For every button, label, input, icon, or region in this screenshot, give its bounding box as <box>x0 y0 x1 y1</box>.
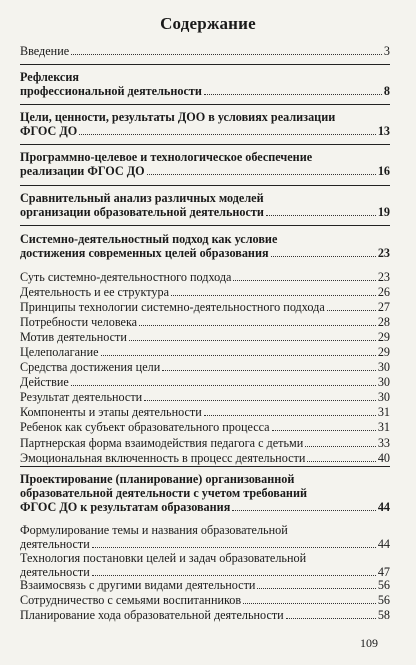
toc-page-number: 23 <box>377 270 390 284</box>
toc-page-number: 44 <box>377 500 390 514</box>
dot-leader <box>232 509 376 511</box>
toc-entry-text: Рефлексия <box>20 70 79 84</box>
dot-leader <box>71 384 376 386</box>
toc-page-number: 29 <box>377 345 390 359</box>
toc-entry[interactable] <box>20 345 390 359</box>
toc-entry-text: Партнерская форма взаимодействия педагога с детьми <box>20 436 304 450</box>
dot-leader <box>147 173 376 175</box>
toc-entry[interactable] <box>20 420 390 434</box>
section-divider <box>20 466 390 467</box>
dot-leader <box>79 133 376 135</box>
section-divider <box>20 104 390 105</box>
toc-page-number: 40 <box>377 451 390 465</box>
section-divider <box>20 185 390 186</box>
dot-leader <box>307 460 375 462</box>
toc-entry[interactable] <box>20 523 390 551</box>
toc-entry[interactable] <box>20 578 390 592</box>
dot-leader <box>327 309 376 311</box>
dot-leader <box>286 617 376 619</box>
toc-page-number: 13 <box>377 124 390 138</box>
toc-page-number: 58 <box>377 608 390 622</box>
toc-page-number: 31 <box>377 405 390 419</box>
toc-entry-text: Средства достижения цели <box>20 360 161 374</box>
toc-entry-text: Целеполагание <box>20 345 99 359</box>
toc-page-number: 27 <box>377 300 390 314</box>
toc-section-entry[interactable] <box>20 70 390 98</box>
toc-entry-text: реализации ФГОС ДО <box>20 164 145 178</box>
toc-entry-text: Эмоциональная включенность в процесс деятельности <box>20 451 306 465</box>
toc-page-number: 16 <box>377 164 390 178</box>
dot-leader <box>92 574 376 576</box>
page-title: Содержание <box>160 14 256 33</box>
toc-entry[interactable] <box>20 405 390 419</box>
toc-page-number: 29 <box>377 330 390 344</box>
toc-section-entry[interactable] <box>20 150 390 178</box>
toc-entry[interactable] <box>20 285 390 299</box>
toc-page-number: 30 <box>377 390 390 404</box>
toc-entry-text: ФГОС ДО <box>20 124 78 138</box>
section-divider <box>20 64 390 65</box>
section-divider <box>20 144 390 145</box>
toc-entry[interactable] <box>20 451 390 465</box>
toc-page-number: 44 <box>377 537 390 551</box>
section-divider <box>20 225 390 226</box>
dot-leader <box>139 324 376 326</box>
toc-entry-text: Системно-деятельностный подход как условие <box>20 232 278 246</box>
toc-entry-text: Формулирование темы и названия образовательной <box>20 523 288 537</box>
dot-leader <box>233 279 375 281</box>
toc-entry-text: Суть системно-деятельностного подхода <box>20 270 232 284</box>
toc-page-number: 3 <box>383 44 390 58</box>
dot-leader <box>204 414 376 416</box>
dot-leader <box>129 339 376 341</box>
toc-entry-text: профессиональной деятельности <box>20 84 202 98</box>
dot-leader <box>92 546 376 548</box>
toc-entry-text: деятельности <box>20 565 90 579</box>
toc-page-number: 30 <box>377 375 390 389</box>
toc-entry-text: Планирование хода образовательной деятельности <box>20 608 284 622</box>
toc-section-entry[interactable] <box>20 232 390 260</box>
toc-entry[interactable] <box>20 390 390 404</box>
dot-leader <box>243 602 376 604</box>
toc-page-number: 31 <box>377 420 390 434</box>
toc-entry-text: Принципы технологии системно-деятельностного подхода <box>20 300 325 314</box>
toc-entry[interactable] <box>20 315 390 329</box>
dot-leader <box>305 445 376 447</box>
toc-page-number: 23 <box>377 246 390 260</box>
toc-entry-text: Компоненты и этапы деятельности <box>20 405 202 419</box>
toc-page-number: 56 <box>377 593 390 607</box>
toc-entry[interactable] <box>20 300 390 314</box>
dot-leader <box>144 399 376 401</box>
toc-entry[interactable] <box>20 436 390 450</box>
dot-leader <box>271 255 376 257</box>
toc-entry-text: организации образовательной деятельности <box>20 205 264 219</box>
toc-entry-text: Программно-целевое и технологическое обеспечение <box>20 150 313 164</box>
dot-leader <box>257 587 375 589</box>
toc-entry-text: Взаимосвязь с другими видами деятельности <box>20 578 256 592</box>
toc-entry[interactable] <box>20 593 390 607</box>
dot-leader <box>171 294 376 296</box>
toc-entry-text: Результат деятельности <box>20 390 143 404</box>
toc-entry-text: Технология постановки целей и задач образовательной <box>20 551 307 565</box>
page-number: 109 <box>360 636 378 650</box>
toc-page-number: 56 <box>377 578 390 592</box>
toc-entry[interactable] <box>20 330 390 344</box>
dot-leader <box>101 354 376 356</box>
toc-entry[interactable] <box>20 551 390 579</box>
toc-entry[interactable] <box>20 360 390 374</box>
toc-entry-text: Ребенок как субъект образовательного процесса <box>20 420 270 434</box>
dot-leader <box>204 93 382 95</box>
dot-leader <box>162 369 376 371</box>
dot-leader <box>71 53 382 55</box>
toc-entry-text: ФГОС ДО к результатам образования <box>20 500 231 514</box>
toc-entry[interactable] <box>20 608 390 622</box>
toc-page-number: 47 <box>377 565 390 579</box>
dot-leader <box>266 214 376 216</box>
toc-entry-text: Введение <box>20 44 70 58</box>
toc-entry[interactable] <box>20 270 390 284</box>
toc-page-number: 28 <box>377 315 390 329</box>
toc-entry-text: достижения современных целей образования <box>20 246 269 260</box>
toc-entry-text: деятельности <box>20 537 90 551</box>
toc-entry-text: Сравнительный анализ различных моделей <box>20 191 264 205</box>
toc-entry-text: Проектирование (планирование) организованной <box>20 472 295 486</box>
toc-entry-text: Мотив деятельности <box>20 330 127 344</box>
toc-page-number: 26 <box>377 285 390 299</box>
toc-page-number: 33 <box>377 436 390 450</box>
toc-page-number: 19 <box>377 205 390 219</box>
toc-section-entry[interactable] <box>20 110 390 138</box>
toc-entry[interactable] <box>20 375 390 389</box>
toc-section-entry[interactable] <box>20 472 390 514</box>
toc-entry-text: Сотрудничество с семьями воспитанников <box>20 593 242 607</box>
toc-entry-text: Деятельность и ее структура <box>20 285 169 299</box>
toc-page-number: 30 <box>377 360 390 374</box>
toc-entry-text: Действие <box>20 375 69 389</box>
toc-entry[interactable] <box>20 44 390 58</box>
dot-leader <box>272 429 376 431</box>
toc-page-number: 8 <box>383 84 390 98</box>
toc-entry-text: Потребности человека <box>20 315 138 329</box>
toc-entry-text: Цели, ценности, результаты ДОО в условиях реализации <box>20 110 336 124</box>
toc-entry-text: образовательной деятельности с учетом требований <box>20 486 307 500</box>
toc-section-entry[interactable] <box>20 191 390 219</box>
